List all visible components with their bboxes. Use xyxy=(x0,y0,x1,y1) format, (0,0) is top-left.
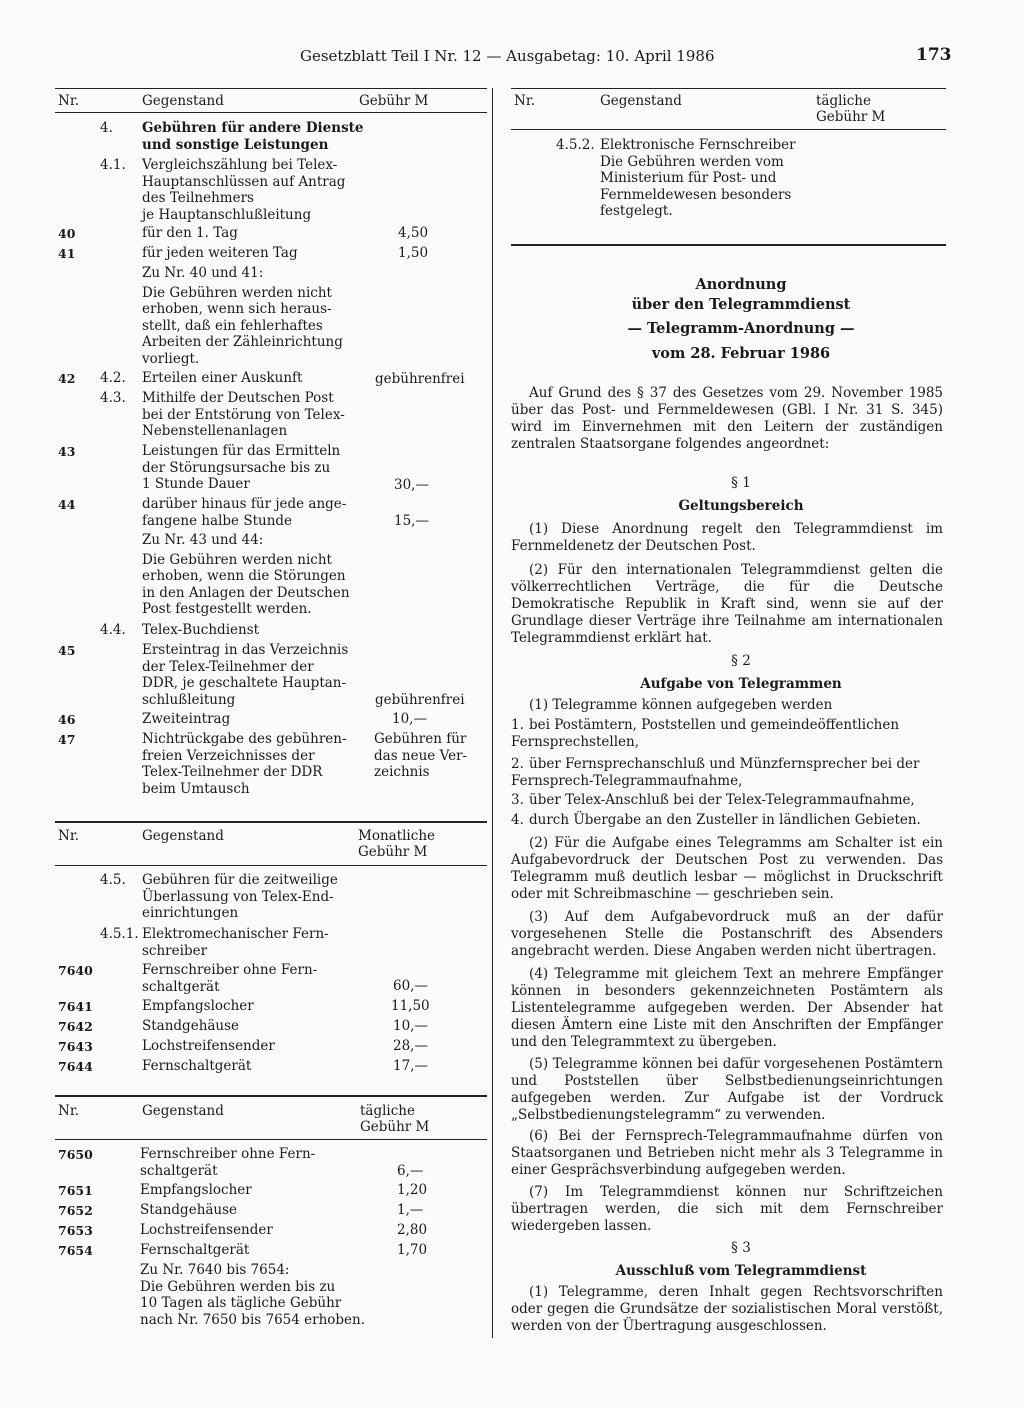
list-number: 3. xyxy=(511,792,524,808)
text-line: Fernschreiber ohne Fern- xyxy=(142,962,318,978)
row-text xyxy=(142,443,340,493)
paragraph-text: (7) Im Telegrammdienst können nur Schriftzeichen übertragen werden, die sich mit dem Fernschreiber wiedergeben lassen. xyxy=(511,1184,943,1234)
text-line: Elektronische Fernschreiber xyxy=(600,137,796,153)
section-number: 4.3. xyxy=(100,390,126,406)
list-text: bei Postämtern, Poststellen und gemeindeöffentlichen Fernsprechstellen, xyxy=(511,717,900,750)
section-title xyxy=(142,120,364,153)
column-header-gegenstand: Gegenstand xyxy=(142,828,224,844)
row-number: 44 xyxy=(58,497,76,512)
running-header: Gesetzblatt Teil I Nr. 12 — Ausgabetag: 10. April 1986 xyxy=(300,47,715,65)
ordinance-title: Anordnung xyxy=(695,276,787,293)
row-text: Zweiteintrag xyxy=(142,711,231,727)
paragraph-title: Geltungsbereich xyxy=(678,498,804,514)
row-text xyxy=(140,1146,315,1179)
column-header-nr: Nr. xyxy=(58,93,80,109)
ordinance-intro: Auf Grund des § 37 des Gesetzes vom 29. November 1985 über das Post- und Fernmeldewesen (GBl. I Nr. 31 S. 345) wird im Einvernehmen mit den Leitern der zuständigen zentralen Staatsorgane folgendes angeordnet: xyxy=(511,385,943,452)
row-text: Standgehäuse xyxy=(142,1018,240,1034)
row-fee: 2,80 xyxy=(397,1222,428,1238)
note-block xyxy=(142,265,343,367)
row-fee xyxy=(374,731,467,781)
row-text: Lochstreifensender xyxy=(142,1038,275,1054)
row-number: 41 xyxy=(58,246,76,261)
list-item xyxy=(511,792,943,809)
text-line: Die Gebühren werden nicht xyxy=(142,284,332,301)
text-line: Nichtrückgabe des gebühren- xyxy=(142,731,347,747)
paragraph-text: (4) Telegramme mit gleichem Text an mehrere Empfänger können in besonders gekennzeichneten Postämtern als Listentelegramme aufgegeben werden. Der Absender hat diesen Ämtern eine Liste mit den Anschriften der Empfänger und den Telegrammtext zu übergeben. xyxy=(511,966,943,1050)
text-line: Überlassung von Telex-End- xyxy=(142,888,334,905)
row-fee: 1,70 xyxy=(397,1242,428,1258)
row-number: 45 xyxy=(58,643,76,658)
text-line: Ersteintrag in das Verzeichnis xyxy=(142,642,349,658)
list-number: 4. xyxy=(511,812,524,828)
row-number: 43 xyxy=(58,444,76,459)
column-header-nr: Nr. xyxy=(58,828,80,844)
table-header-rule xyxy=(55,865,487,866)
row-number: 7643 xyxy=(58,1039,93,1054)
row-text: für jeden weiteren Tag xyxy=(142,245,298,261)
text-line: einrichtungen xyxy=(142,905,239,921)
text-line: Elektromechanischer Fern- xyxy=(142,926,329,942)
paragraph-number: § 3 xyxy=(731,1240,751,1256)
text-line: fangene halbe Stunde xyxy=(142,512,293,529)
text-line: vorliegt. xyxy=(142,350,200,367)
paragraph-title: Ausschluß vom Telegrammdienst xyxy=(615,1263,867,1279)
paragraph-number: § 1 xyxy=(731,475,751,491)
text-line: tägliche xyxy=(816,93,871,109)
paragraph-title: Aufgabe von Telegrammen xyxy=(640,676,842,692)
text-line: Die Gebühren werden nicht xyxy=(142,551,332,568)
table-header-rule xyxy=(55,112,487,113)
row-text xyxy=(142,731,347,797)
page-number: 173 xyxy=(916,45,952,65)
text-line: Gebühr M xyxy=(358,844,428,860)
text-line: der Störungsursache bis zu xyxy=(142,459,331,476)
column-header-gegenstand: Gegenstand xyxy=(142,1103,224,1119)
text-line: erhoben, wenn sich heraus- xyxy=(142,301,332,317)
text-line: schaltgerät xyxy=(140,1162,218,1179)
section-title-line: Gebühren für andere Dienste xyxy=(142,120,364,136)
list-item xyxy=(511,756,943,790)
row-fee: 10,— xyxy=(393,1018,428,1034)
table-top-rule xyxy=(511,88,946,89)
text-line: tägliche xyxy=(360,1103,415,1119)
section-number: 4. xyxy=(100,120,113,136)
text-line: Post festgestellt werden. xyxy=(142,601,312,617)
row-number: 7641 xyxy=(58,999,93,1014)
row-fee: 1,— xyxy=(397,1202,424,1218)
section-number: 4.5.2. xyxy=(556,137,595,153)
note-head: Zu Nr. 43 und 44: xyxy=(142,532,264,548)
text-line: Gebühr M xyxy=(360,1119,430,1135)
row-text xyxy=(142,496,346,529)
text-line: des Teilnehmers xyxy=(142,190,254,206)
paragraph-number: § 2 xyxy=(731,653,751,669)
row-text: Lochstreifensender xyxy=(140,1222,273,1238)
section-text xyxy=(142,926,329,959)
ordinance-date: vom 28. Februar 1986 xyxy=(651,345,831,362)
row-number: 7653 xyxy=(58,1223,93,1238)
list-item xyxy=(511,717,943,751)
ordinance-subtitle: über den Telegrammdienst xyxy=(631,296,851,313)
paragraph-text: (2) Für den internationalen Telegrammdienst gelten die völkerrechtlichen Verträge, die für die Deutsche Demokratische Republik in Kraft sind, wenn sie auf der Grundlage dieser Verträge ihre Teilnahme am internationalen Telegrammdienst erklärt hat. xyxy=(511,562,943,646)
paragraph-text: (2) Für die Aufgabe eines Telegramms am Schalter ist ein Aufgabevordruck der Deutschen Post zu verwenden. Das Telegramm muß deutlich lesbar — möglichst in Druckschrift oder mit Schreibmaschine — geschrieben sein. xyxy=(511,835,943,902)
row-text: Fernschaltgerät xyxy=(140,1242,250,1258)
row-text: für den 1. Tag xyxy=(142,225,238,241)
text-line: darüber hinaus für jede ange- xyxy=(142,496,347,512)
text-line: Die Gebühren werden vom xyxy=(600,153,784,170)
section-text xyxy=(142,157,345,223)
section-number: 4.5. xyxy=(100,872,126,888)
text-line: Vergleichszählung bei Telex- xyxy=(142,157,338,173)
section-number: 4.1. xyxy=(100,157,126,173)
text-line: Leistungen für das Ermitteln xyxy=(142,443,341,459)
row-number: 7651 xyxy=(58,1183,93,1198)
row-fee: gebührenfrei xyxy=(375,371,465,387)
row-fee: 17,— xyxy=(393,1058,428,1074)
column-divider xyxy=(492,88,493,1338)
text-line: Fernschreiber ohne Fern- xyxy=(140,1146,316,1162)
row-fee: 11,50 xyxy=(391,998,430,1014)
paragraph-text: (5) Telegramme können bei dafür vorgesehenen Postämtern und Poststellen über Selbstbedienungseinrichtungen aufgegeben werden. Zur Aufgabe ist der Vordruck „Selbstbedienungstelegramm“ zu verwenden. xyxy=(511,1056,943,1123)
column-header-fee xyxy=(358,828,435,860)
paragraph-text: (1) Telegramme, deren Inhalt gegen Rechtsvorschriften oder gegen die Grundsätze der sozialistischen Moral verstößt, werden von der Übertragung ausgeschlossen. xyxy=(511,1284,943,1334)
table-bottom-rule xyxy=(511,244,946,246)
text-line: bei der Entstörung von Telex- xyxy=(142,406,345,423)
section-text xyxy=(142,390,345,440)
text-line: schaltgerät xyxy=(142,978,220,995)
row-fee: 10,— xyxy=(392,711,427,727)
table-top-rule xyxy=(55,1095,487,1097)
column-header-gegenstand: Gegenstand xyxy=(142,93,224,109)
text-line: Gebühren für xyxy=(374,731,467,747)
table-header-rule xyxy=(55,1139,487,1140)
row-fee: 1,20 xyxy=(397,1182,428,1198)
text-line: beim Umtausch xyxy=(142,780,250,797)
column-header-fee: Gebühr M xyxy=(359,93,429,109)
table-header-rule xyxy=(511,129,946,130)
text-line: in den Anlagen der Deutschen xyxy=(142,584,350,601)
text-line: der Telex-Teilnehmer der xyxy=(142,658,314,675)
paragraph-text: (3) Auf dem Aufgabevordruck muß an der dafür vorgesehenen Stelle die Postanschrift des Absenders angebracht werden. Diese Angaben werden nicht übertragen. xyxy=(511,909,943,959)
section-number: 4.5.1. xyxy=(100,926,139,942)
section-text: Telex-Buchdienst xyxy=(142,622,260,638)
list-text: über Telex-Anschluß bei der Telex-Telegrammaufnahme, xyxy=(529,792,915,808)
text-line: stellt, daß ein fehlerhaftes xyxy=(142,317,323,334)
row-number: 42 xyxy=(58,371,76,386)
column-header-nr: Nr. xyxy=(514,93,536,109)
table-top-rule xyxy=(55,88,487,89)
note-head: Zu Nr. 40 und 41: xyxy=(142,265,264,281)
ordinance-short-title: — Telegramm-Anordnung — xyxy=(627,320,855,337)
paragraph-text: (1) Diese Anordnung regelt den Telegrammdienst im Fernmeldenetz der Deutschen Post. xyxy=(511,521,943,554)
note-block xyxy=(142,532,350,618)
text-line: schlußleitung xyxy=(142,691,236,708)
row-fee: gebührenfrei xyxy=(375,692,465,708)
row-fee: 28,— xyxy=(393,1038,428,1054)
text-line: schreiber xyxy=(142,942,208,959)
section-title-line: und sonstige Leistungen xyxy=(142,136,329,153)
row-fee: 6,— xyxy=(397,1163,424,1179)
row-fee: 4,50 xyxy=(398,225,429,241)
row-number: 46 xyxy=(58,712,76,727)
column-header-nr: Nr. xyxy=(58,1103,80,1119)
text-line: erhoben, wenn die Störungen xyxy=(142,568,346,584)
section-number: 4.2. xyxy=(100,370,126,386)
text-line: Nebenstellenanlagen xyxy=(142,423,288,439)
text-line: festgelegt. xyxy=(600,203,673,219)
text-line: 10 Tagen als tägliche Gebühr xyxy=(140,1295,342,1311)
list-item xyxy=(511,812,943,829)
column-header-gegenstand: Gegenstand xyxy=(600,93,682,109)
text-line: Mithilfe der Deutschen Post xyxy=(142,390,334,406)
text-line: Hauptanschlüssen auf Antrag xyxy=(142,173,346,190)
row-number: 7644 xyxy=(58,1059,93,1074)
row-text: Erteilen einer Auskunft xyxy=(142,370,303,386)
section-text xyxy=(600,137,796,220)
text-line: Die Gebühren werden bis zu xyxy=(140,1278,336,1295)
row-text xyxy=(142,642,348,708)
text-line: Gebühren für die zeitweilige xyxy=(142,872,338,888)
note-head: Zu Nr. 7640 bis 7654: xyxy=(140,1262,290,1278)
row-fee: 30,— xyxy=(394,477,429,493)
row-fee: 15,— xyxy=(394,513,429,529)
text-line: Fernmeldewesen besonders xyxy=(600,186,792,203)
text-line: Telex-Teilnehmer der DDR xyxy=(142,764,323,780)
row-number: 40 xyxy=(58,226,76,241)
text-line: freien Verzeichnisses der xyxy=(142,747,315,764)
row-fee: 60,— xyxy=(393,978,428,994)
text-line: Monatliche xyxy=(358,828,435,844)
row-fee: 1,50 xyxy=(398,245,429,261)
row-number: 7652 xyxy=(58,1203,93,1218)
text-line: je Hauptanschlußleitung xyxy=(142,206,312,223)
paragraph-text: (1) Telegramme können aufgegeben werden xyxy=(529,697,833,713)
text-line: zeichnis xyxy=(374,764,430,780)
text-line: Gebühr M xyxy=(816,109,886,125)
row-text: Fernschaltgerät xyxy=(142,1058,252,1074)
list-text: durch Übergabe an den Zusteller in ländlichen Gebieten. xyxy=(529,812,921,828)
text-line: das neue Ver- xyxy=(374,747,468,764)
column-header-fee xyxy=(816,93,885,125)
row-number: 7640 xyxy=(58,963,93,978)
list-text: über Fernsprechanschluß und Münzfernsprecher bei der Fernsprech-Telegrammaufnahme, xyxy=(511,756,920,789)
note-block xyxy=(140,1262,365,1328)
row-number: 47 xyxy=(58,732,76,747)
text-line: Arbeiten der Zähleinrichtung xyxy=(142,334,343,350)
table-top-rule xyxy=(55,821,487,823)
row-text: Empfangslocher xyxy=(142,998,254,1014)
section-number: 4.4. xyxy=(100,622,126,638)
row-text: Standgehäuse xyxy=(140,1202,238,1218)
row-number: 7650 xyxy=(58,1147,93,1162)
row-text xyxy=(142,962,317,995)
row-number: 7642 xyxy=(58,1019,93,1034)
text-line: 1 Stunde Dauer xyxy=(142,476,250,492)
text-line: DDR, je geschaltete Hauptan- xyxy=(142,675,347,691)
text-line: Ministerium für Post- und xyxy=(600,170,777,186)
row-text: Empfangslocher xyxy=(140,1182,252,1198)
text-line: nach Nr. 7650 bis 7654 erhoben. xyxy=(140,1311,366,1328)
row-number: 7654 xyxy=(58,1243,93,1258)
paragraph-text: (6) Bei der Fernsprech-Telegrammaufnahme dürfen von Staatsorganen und Betrieben nicht mehr als 3 Telegramme in einer Gesprächsverbindung aufgegeben werden. xyxy=(511,1128,943,1178)
section-text xyxy=(142,872,338,922)
list-number: 1. xyxy=(511,717,524,733)
column-header-fee xyxy=(360,1103,429,1135)
list-number: 2. xyxy=(511,756,524,772)
